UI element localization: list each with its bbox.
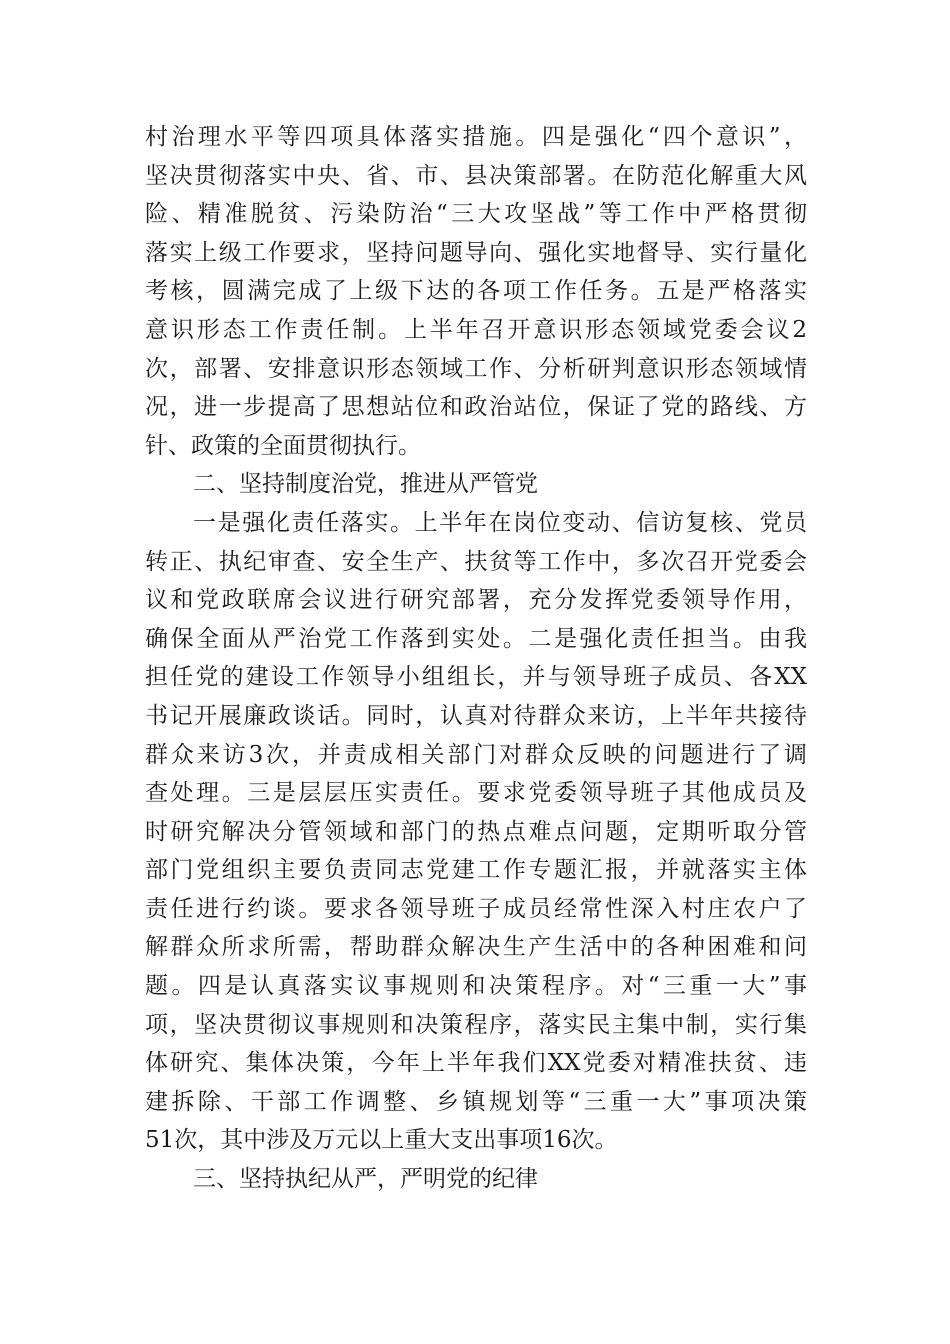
text-line: 险、精准脱贫、污染防治“三大攻坚战”等工作中严格贯彻 (145, 201, 807, 228)
text-line: 次，部署、安排意识形态领域工作、分析研判意识形态领域情 (145, 355, 807, 382)
text-line: 题。四是认真落实议事规则和决策程序。对“三重一大”事 (145, 973, 807, 1000)
text-line: 查处理。三是层层压实责任。要求党委领导班子其他成员及 (145, 780, 807, 807)
text-line: 解群众所求所需，帮助群众解决生产生活中的各种困难和问 (145, 934, 807, 961)
text-line: 确保全面从严治党工作落到实处。二是强化责任担当。由我 (145, 625, 807, 652)
text-line: 部门党组织主要负责同志党建工作专题汇报，并就落实主体 (145, 857, 807, 884)
section-heading: 三、坚持执纪从严，严明党的纪律 (193, 1166, 538, 1193)
text-line: 转正、执纪审查、安全生产、扶贫等工作中，多次召开党委会 (145, 548, 807, 575)
text-line: 责任进行约谈。要求各领导班子成员经常性深入村庄农户了 (145, 895, 807, 922)
text-line: 时研究解决分管领域和部门的热点难点问题，定期听取分管 (145, 818, 807, 845)
text-line: 群众来访3次，并责成相关部门对群众反映的问题进行了调 (145, 741, 807, 768)
text-line: 坚决贯彻落实中央、省、市、县决策部署。在防范化解重大风 (145, 162, 807, 189)
text-line: 建拆除、干部工作调整、乡镇规划等“三重一大”事项决策 (145, 1088, 807, 1115)
document-body (145, 118, 807, 1199)
text-line: 议和党政联席会议进行研究部署，充分发挥党委领导作用， (145, 587, 807, 614)
text-line: 针、政策的全面贯彻执行。 (145, 432, 421, 459)
text-line: 落实上级工作要求，坚持问题导向、强化实地督导、实行量化 (145, 239, 807, 266)
text-line: 况，进一步提高了思想站位和政治站位，保证了党的路线、方 (145, 394, 807, 421)
text-line: 意识形态工作责任制。上半年召开意识形态领域党委会议2 (145, 316, 807, 343)
text-line: 一是强化责任落实。上半年在岗位变动、信访复核、党员 (193, 509, 807, 536)
text-line: 考核，圆满完成了上级下达的各项工作任务。五是严格落实 (145, 278, 807, 305)
text-line: 担任党的建设工作领导小组组长，并与领导班子成员、各XX (145, 664, 807, 691)
text-line: 村治理水平等四项具体落实措施。四是强化“四个意识”， (145, 124, 807, 150)
section-heading: 二、坚持制度治党，推进从严管党 (193, 471, 538, 498)
text-line: 体研究、集体决策，今年上半年我们XX党委对精准扶贫、违 (145, 1050, 807, 1077)
text-line: 书记开展廉政谈话。同时，认真对待群众来访，上半年共接待 (145, 702, 807, 729)
text-line: 51次，其中涉及万元以上重大支出事项16次。 (145, 1127, 618, 1154)
text-line: 项，坚决贯彻议事规则和决策程序，落实民主集中制，实行集 (145, 1011, 807, 1038)
